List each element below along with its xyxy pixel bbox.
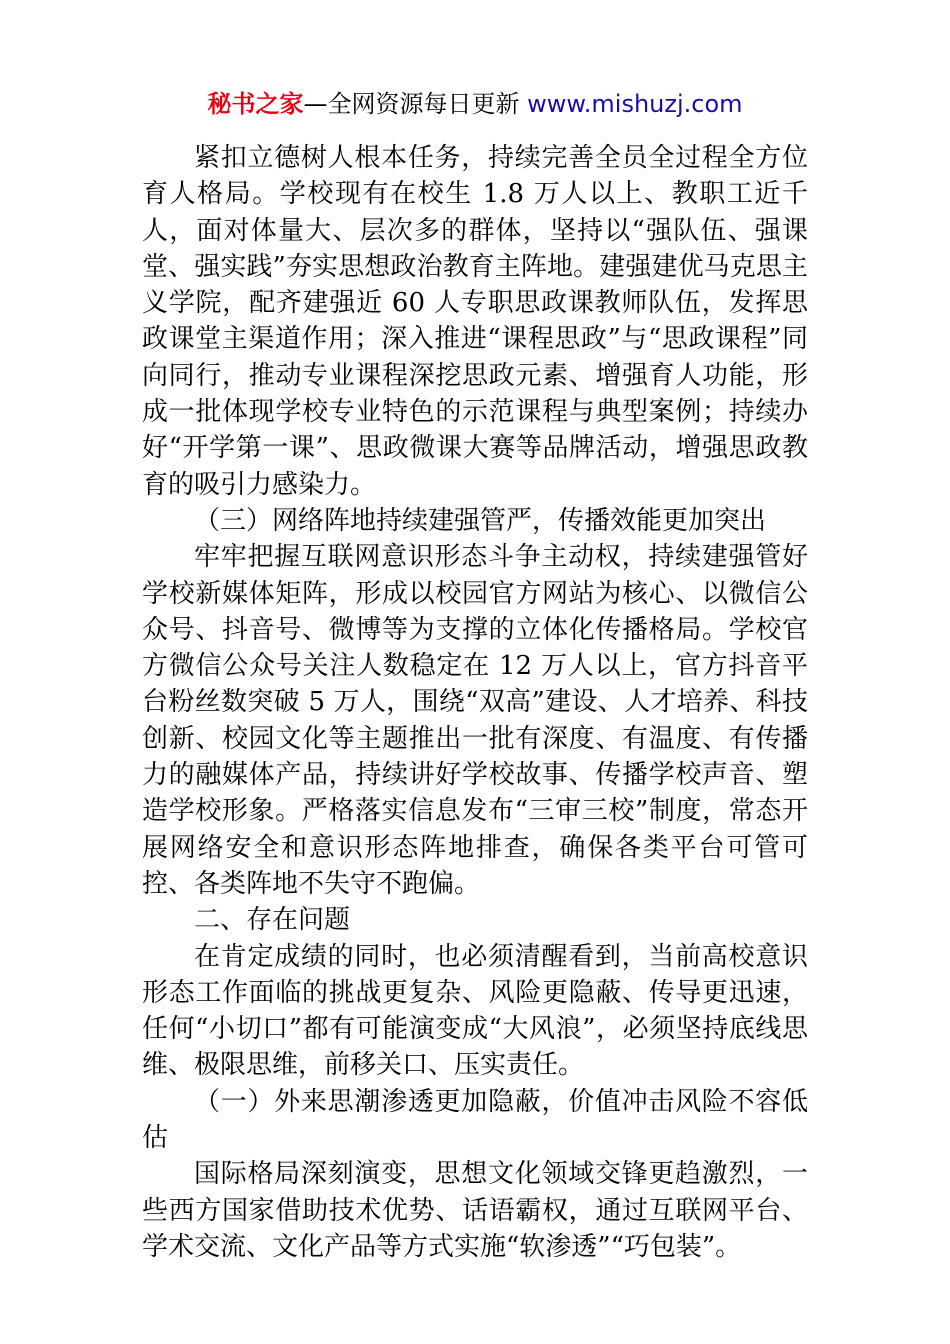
site-tagline: —全网资源每日更新	[303, 90, 528, 118]
site-url-link[interactable]: www.mishuzj.com	[527, 90, 743, 118]
section-heading-problems: 二、存在问题	[194, 905, 351, 936]
section-heading-foreign-thought: （一）外来思潮渗透更加隐蔽，价值冲击风险不容低估	[142, 1086, 808, 1154]
paragraph-problems-intro: 在肯定成绩的同时，也必须清醒看到，当前高校意识形态工作面临的挑战更复杂、风险更隐蔽、传导更迅速，任何“小切口”都有可能演变成“大风浪”，必须坚持底线思维、极限思维，前移关口、压实责任。	[142, 941, 808, 1081]
site-brand: 秘书之家	[207, 90, 304, 118]
section-heading-network: （三）网络阵地持续建强管严，传播效能更加突出	[194, 505, 767, 536]
paragraph-education-system: 紧扣立德树人根本任务，持续完善全员全过程全方位育人格局。学校现有在校生 1.8 万人以上、教职工近千人，面对体量大、层次多的群体，坚持以“强队伍、强课堂、强实践”夯实思想政治教育主阵地。建强建优马克思主义学院，配齐建强近 60 人专职思政课教师队伍，发挥思政课堂主渠道作用；深入推进“课程思政”与“思政课程”同向同行，推动专业课程深挖思政元素、增强育人功能，形成一批体现学校专业特色的示范课程与典型案例；持续办好“开学第一课”、思政微课大赛等品牌活动，增强思政教育的吸引力感染力。	[142, 143, 808, 500]
paragraph-network-platforms: 牢牢把握互联网意识形态斗争主动权，持续建强管好学校新媒体矩阵，形成以校园官方网站为核心、以微信公众号、抖音号、微博等为支撑的立体化传播格局。学校官方微信公众号关注人数稳定在 12 万人以上，官方抖音平台粉丝数突破 5 万人，围绕“双高”建设、人才培养、科技创新、校园文化等主题推出一批有深度、有温度、有传播力的融媒体产品，持续讲好学校故事、传播学校声音、塑造学校形象。严格落实信息发布“三审三校”制度，常态开展网络安全和意识形态阵地排查，确保各类平台可管可控、各类阵地不失守不跑偏。	[142, 542, 808, 899]
paragraph-foreign-thought: 国际格局深刻演变，思想文化领域交锋更趋激烈，一些西方国家借助技术优势、话语霸权，通过互联网平台、学术交流、文化产品等方式实施“软渗透”“巧包装”。	[142, 1159, 808, 1262]
document-body	[142, 140, 808, 1265]
site-header	[0, 86, 950, 122]
